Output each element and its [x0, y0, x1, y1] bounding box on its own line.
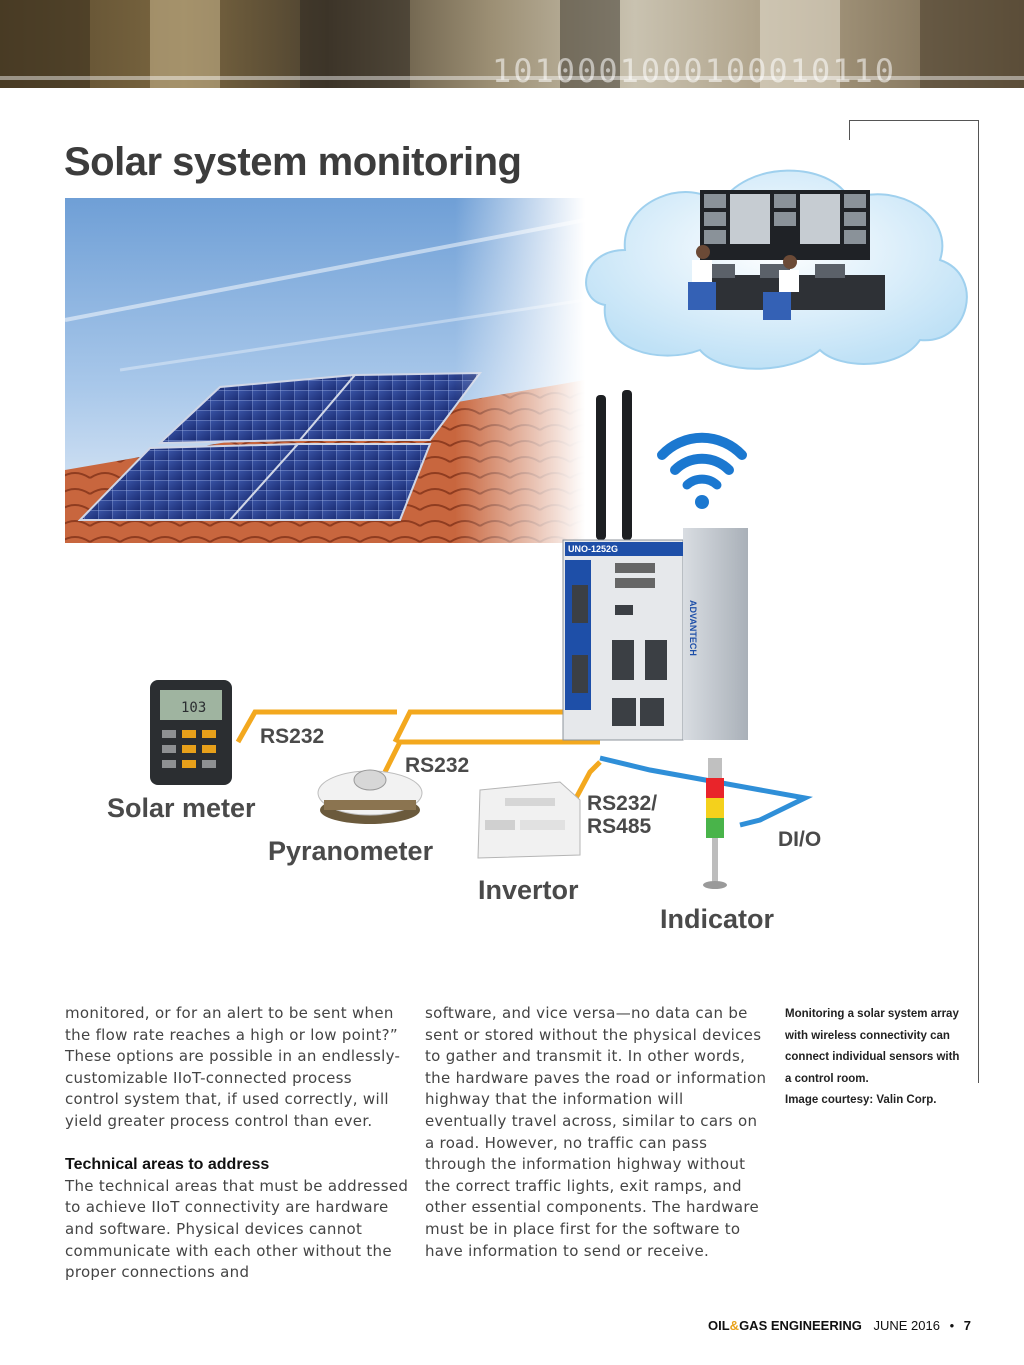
article-column-2	[425, 1003, 770, 1262]
rs232-rs485-label-line2: RS485	[587, 815, 652, 838]
invertor-device	[478, 782, 580, 858]
dio-label: DI/O	[778, 828, 822, 851]
pyranometer-label: Pyranometer	[268, 836, 434, 866]
section-subhead: Technical areas to address	[65, 1156, 270, 1174]
figure-title: Solar system monitoring	[64, 140, 522, 184]
meter-display-value: 103	[181, 700, 207, 716]
issue-date: JUNE 2016	[873, 1318, 940, 1333]
rs232-label-1: RS232	[260, 725, 325, 748]
publication-name-amp: &	[729, 1318, 740, 1333]
indicator-tower-light	[703, 758, 727, 889]
caption-credit: Image courtesy: Valin Corp.	[785, 1094, 937, 1107]
binary-text: 1010001000100010110	[492, 52, 897, 88]
article-column-1	[65, 1003, 410, 1284]
article-paragraph: monitored, or for an alert to be sent when the flow rate reaches a high or low point?” These options are possible in an endlessly-customizable IIoT-connected process control system that, if used correctly, will yield greater process control than ever.	[65, 1004, 401, 1130]
figure-caption	[785, 1004, 965, 1112]
device-model-label: UNO-1252G	[568, 544, 619, 554]
footer-separator: •	[949, 1318, 955, 1333]
indicator-label: Indicator	[660, 904, 775, 934]
rs232-rs485-label-line1: RS232/	[587, 792, 658, 815]
page-number: 7	[963, 1318, 972, 1333]
solar-meter-label: Solar meter	[107, 793, 256, 823]
wifi-icon	[662, 438, 742, 509]
publication-name-oil: OIL	[708, 1318, 730, 1333]
publication-name-gas: GAS ENGINEERING	[739, 1318, 862, 1333]
article-paragraph: The technical areas that must be addressed to achieve IIoT connectivity are hardware and software. Physical devices cannot communicate with each other without the proper connections and	[65, 1176, 409, 1282]
page-footer	[708, 1318, 971, 1333]
pyranometer-device	[318, 770, 422, 824]
solar-meter-device	[150, 680, 232, 785]
caption-text: Monitoring a solar system array with wireless connectivity can connect individual sensors with a control room.	[785, 1008, 960, 1085]
solar-roof-photo	[65, 198, 585, 543]
device-brand-label: ADVANTECH	[688, 600, 698, 656]
rs232-label-2: RS232	[405, 754, 470, 777]
video-wall	[700, 190, 870, 260]
cloud-control-room	[586, 171, 967, 369]
invertor-label: Invertor	[478, 875, 579, 905]
article-paragraph: software, and vice versa—no data can be sent or stored without the physical devices to gather and transmit it. In other words, the hardware paves the road or information highway that the information will eventually travel across, similar to cars on a road. However, no traffic can pass through the information highway without the correct traffic lights, exit ramps, and other essential components. The hardware must be in place first for the software to have information to send or receive.	[425, 1004, 767, 1260]
